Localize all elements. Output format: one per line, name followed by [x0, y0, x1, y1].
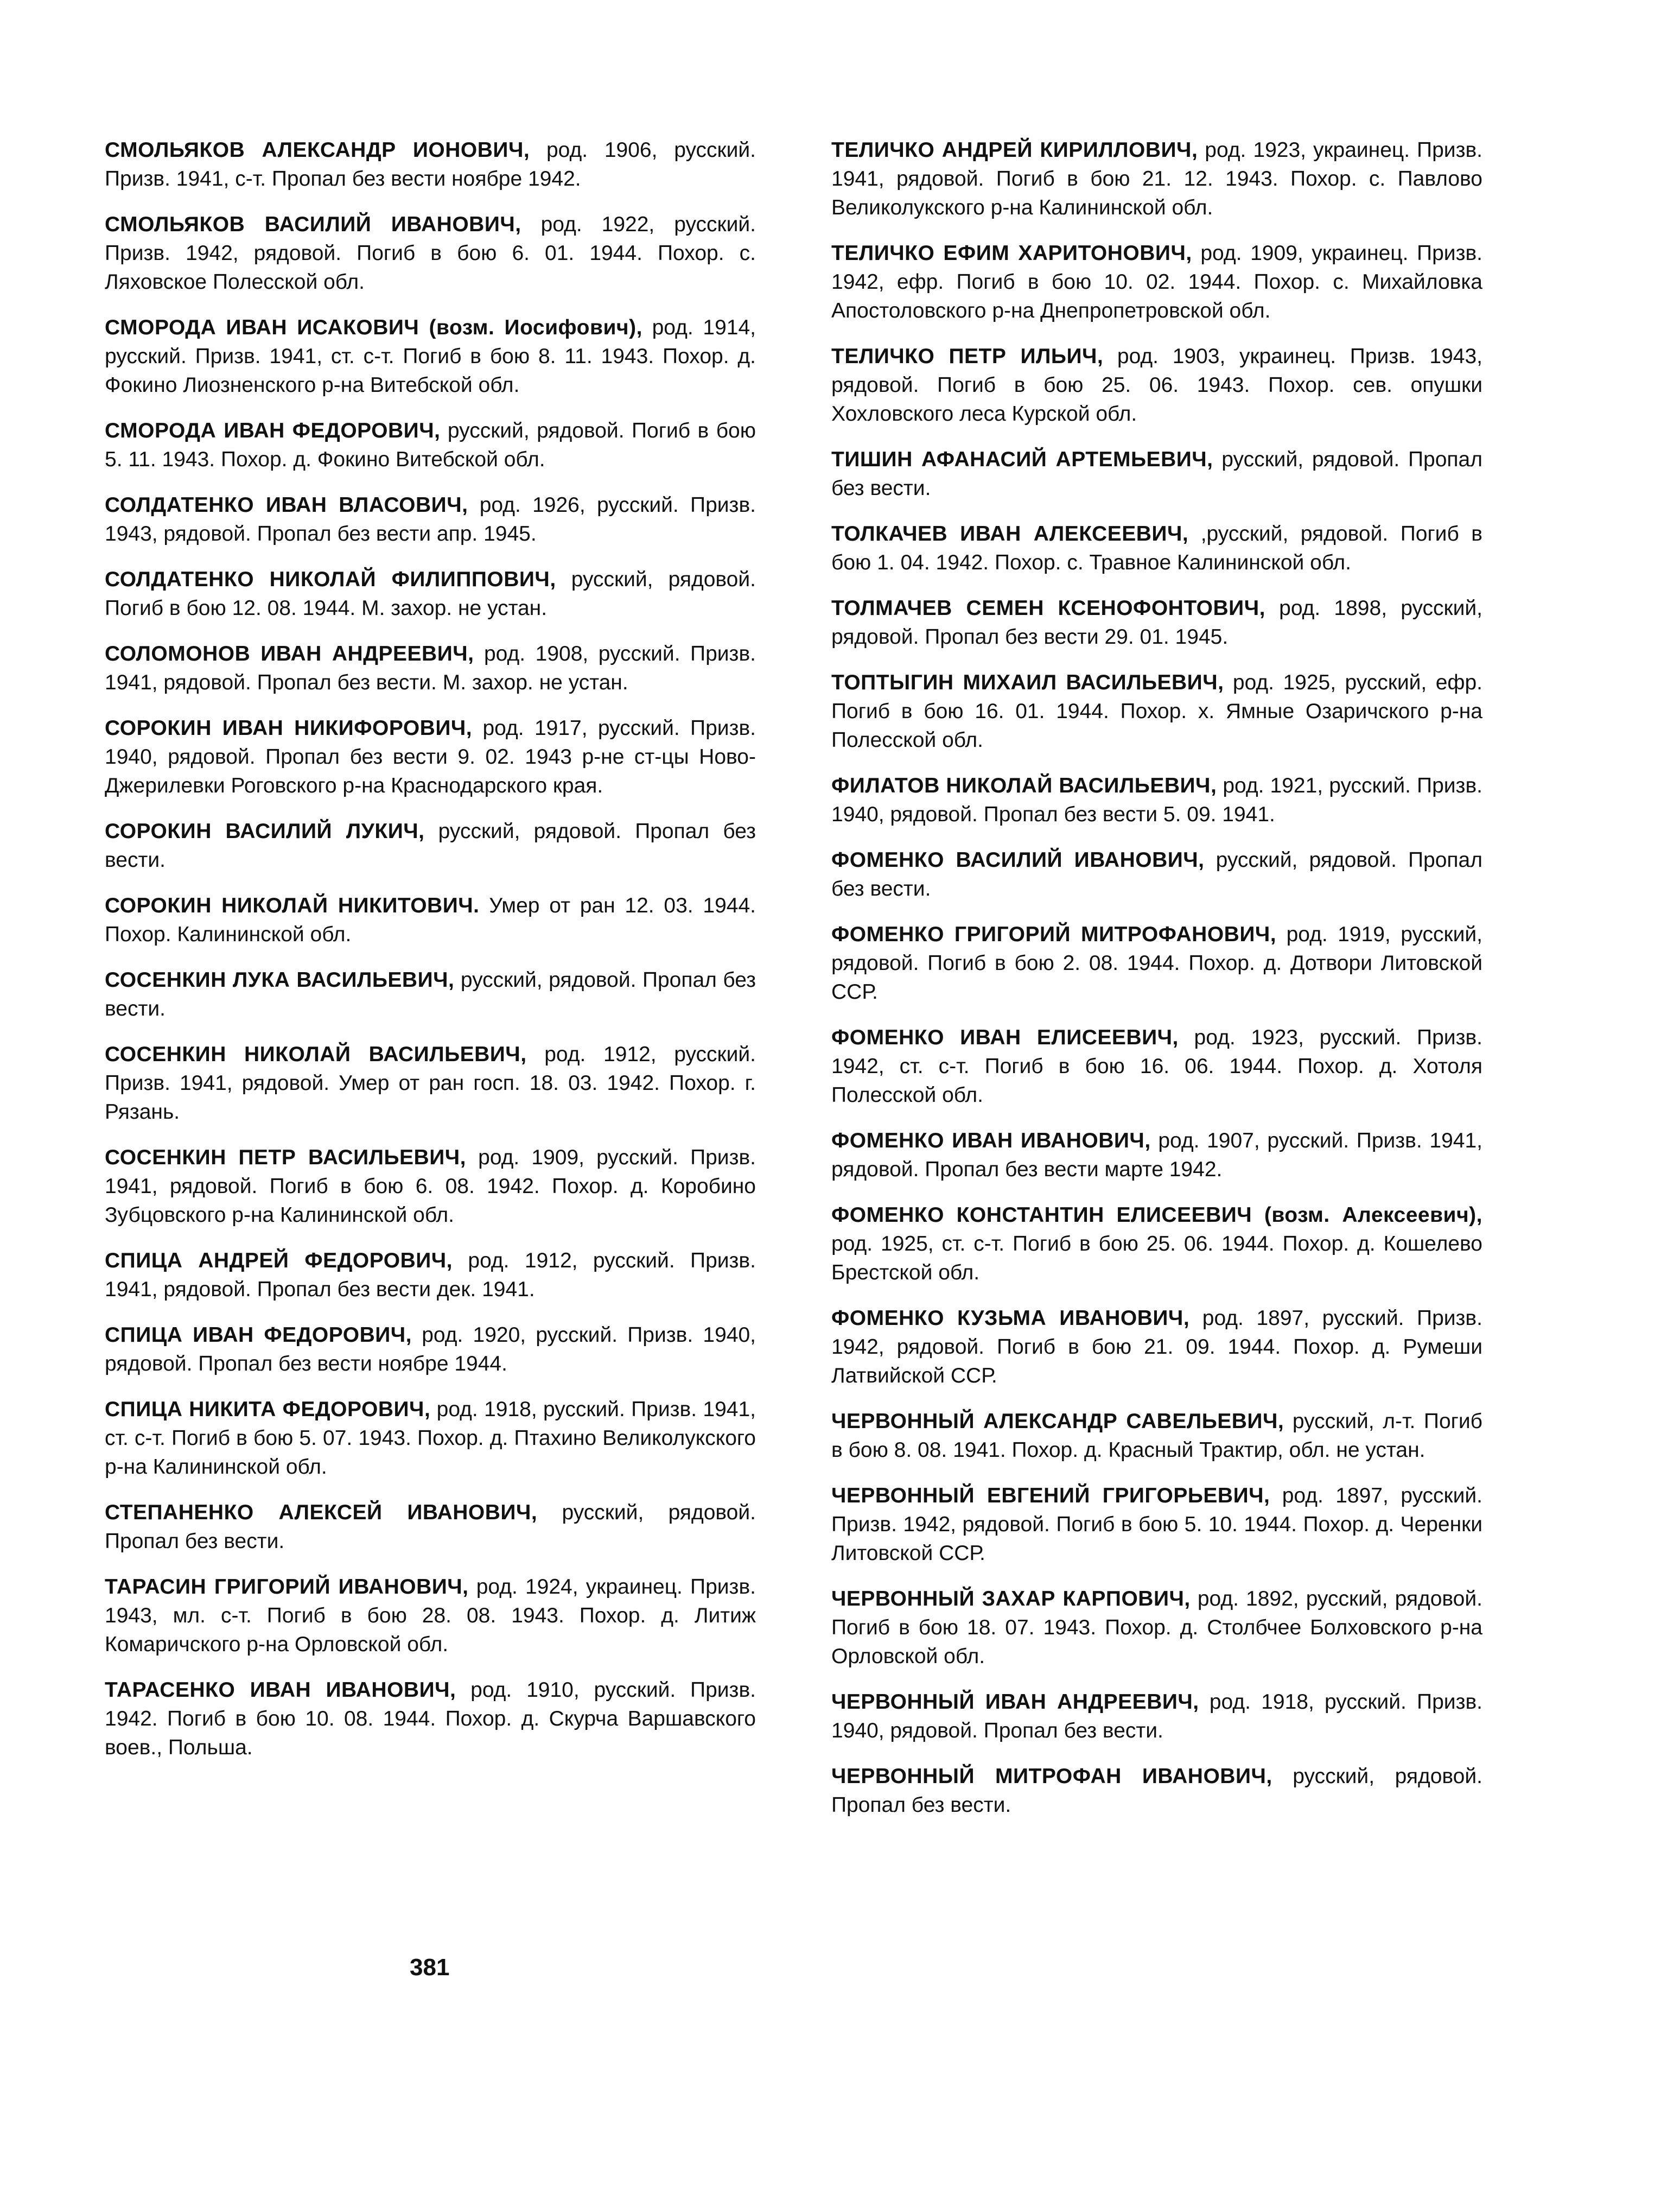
person-name: СПИЦА АНДРЕЙ ФЕДОРОВИЧ, — [105, 1249, 453, 1272]
person-name: ЧЕРВОННЫЙ ИВАН АНДРЕЕВИЧ, — [831, 1690, 1199, 1714]
person-name: СМОЛЬЯКОВ ВАСИЛИЙ ИВАНОВИЧ, — [105, 213, 521, 236]
record-entry — [831, 920, 1482, 1006]
record-entry — [831, 1762, 1482, 1819]
record-details: род. 1914, русский. Призв. 1941, ст. с-т. Погиб в бою 8. 11. 1943. Похор. д. Фокино Лиозненского р-на Витебской обл. — [105, 316, 756, 397]
record-details: род. 1924, украинец. Призв. 1943, мл. с-т. Погиб в бою 28. 08. 1943. Похор. д. Литиж Комаричского р-на Орловской обл. — [105, 1575, 756, 1656]
person-name: СОСЕНКИН НИКОЛАЙ ВАСИЛЬЕВИЧ, — [105, 1043, 527, 1066]
person-name: СМОРОДА ИВАН ФЕДОРОВИЧ, — [105, 419, 441, 442]
record-details: род. 1920, русский. Призв. 1940, рядовой. Пропал без вести ноябре 1944. — [105, 1323, 756, 1375]
record-details: род. 1898, русский, рядовой. Пропал без вести 29. 01. 1945. — [831, 597, 1482, 649]
record-entry — [105, 966, 756, 1023]
record-entry — [831, 846, 1482, 903]
record-entry — [831, 668, 1482, 754]
person-name: СОСЕНКИН ПЕТР ВАСИЛЬЕВИЧ, — [105, 1146, 466, 1169]
person-name: ТАРАСЕНКО ИВАН ИВАНОВИЧ, — [105, 1678, 456, 1702]
record-details: русский, рядовой. Пропал без вести. — [831, 1765, 1482, 1817]
person-name: ФОМЕНКО КУЗЬМА ИВАНОВИЧ, — [831, 1307, 1190, 1330]
record-entry — [831, 519, 1482, 577]
person-name: СОСЕНКИН ЛУКА ВАСИЛЬЕВИЧ, — [105, 968, 455, 992]
record-entry — [105, 1676, 756, 1762]
person-name: ФОМЕНКО ИВАН ИВАНОВИЧ, — [831, 1129, 1151, 1152]
person-name: ТАРАСИН ГРИГОРИЙ ИВАНОВИЧ, — [105, 1575, 469, 1599]
record-details: род. 1923, русский. Призв. 1942, ст. с-т. Погиб в бою 16. 06. 1944. Похор. д. Хотоля Полесской обл. — [831, 1026, 1482, 1107]
person-name: СОРОКИН ИВАН НИКИФОРОВИЧ, — [105, 716, 473, 740]
record-entry — [105, 1321, 756, 1378]
record-entry — [105, 491, 756, 548]
person-name: ТОЛКАЧЕВ ИВАН АЛЕКСЕЕВИЧ, — [831, 522, 1189, 546]
record-entry — [105, 891, 756, 949]
record-entry — [105, 1143, 756, 1229]
record-details: род. 1909, русский. Призв. 1941, рядовой. Погиб в бою 6. 08. 1942. Похор. д. Коробино Зубцовского р-на Калининской обл. — [105, 1146, 756, 1227]
record-entry — [105, 313, 756, 399]
left-column — [105, 136, 756, 1779]
person-name: СПИЦА НИКИТА ФЕДОРОВИЧ, — [105, 1398, 431, 1421]
record-entry — [105, 1498, 756, 1556]
person-name: ЧЕРВОННЫЙ ЗАХАР КАРПОВИЧ, — [831, 1587, 1191, 1610]
record-entry — [105, 639, 756, 697]
page-number: 381 — [410, 1954, 450, 1981]
record-entry — [831, 1126, 1482, 1184]
record-details: род. 1903, украинец. Призв. 1943, рядовой. Погиб в бою 25. 06. 1943. Похор. сев. опушки Хохловского леса Курской обл. — [831, 345, 1482, 426]
person-name: ФОМЕНКО ВАСИЛИЙ ИВАНОВИЧ, — [831, 848, 1205, 872]
record-entry — [831, 1201, 1482, 1287]
record-entry — [105, 1572, 756, 1659]
person-name: ФОМЕНКО ИВАН ЕЛИСЕЕВИЧ, — [831, 1026, 1179, 1049]
record-details: русский, рядовой. Пропал без вести. — [105, 968, 756, 1020]
record-details: род. 1910, русский. Призв. 1942. Погиб в бою 10. 08. 1944. Похор. д. Скурча Варшавского воев., Польша. — [105, 1678, 756, 1759]
person-name: ТОЛМАЧЕВ СЕМЕН КСЕНОФОНТОВИЧ, — [831, 597, 1265, 620]
record-entry — [105, 1040, 756, 1126]
person-name: ЧЕРВОННЫЙ АЛЕКСАНДР САВЕЛЬЕВИЧ, — [831, 1410, 1284, 1433]
record-details: род. 1897, русский. Призв. 1942, рядовой. Погиб в бою 21. 09. 1944. Похор. д. Румеши Латвийской ССР. — [831, 1307, 1482, 1387]
record-entry — [831, 771, 1482, 829]
record-details: русский, рядовой. Пропал без вести. — [831, 848, 1482, 900]
record-details: русский, рядовой. Пропал без вести. — [105, 1501, 756, 1553]
record-details: род. 1918, русский. Призв. 1940, рядовой. Пропал без вести. — [831, 1690, 1482, 1742]
person-name: СОЛДАТЕНКО ИВАН ВЛАСОВИЧ, — [105, 493, 468, 517]
person-name: ЧЕРВОННЫЙ ЕВГЕНИЙ ГРИГОРЬЕВИЧ, — [831, 1484, 1270, 1507]
record-entry — [105, 210, 756, 296]
record-details: род. 1918, русский. Призв. 1941, ст. с-т. Погиб в бою 5. 07. 1943. Похор. д. Птахино Великолукского р-на Калининской обл. — [105, 1398, 756, 1479]
right-column — [831, 136, 1482, 1836]
record-details: русский, рядовой. Пропал без вести. — [105, 820, 756, 872]
record-entry — [831, 445, 1482, 503]
record-details: род. 1925, русский, ефр. Погиб в бою 16. 01. 1944. Похор. х. Ямные Озаричского р-на Полесской обл. — [831, 671, 1482, 752]
record-entry — [105, 416, 756, 474]
record-entry — [831, 1304, 1482, 1390]
record-entry — [105, 714, 756, 800]
record-details: род. 1909, украинец. Призв. 1942, ефр. Погиб в бою 10. 02. 1944. Похор. с. Михайловка Апостоловского р-на Днепропетровской обл. — [831, 242, 1483, 322]
record-entry — [831, 1481, 1482, 1568]
person-name: СОРОКИН ВАСИЛИЙ ЛУКИЧ, — [105, 820, 425, 843]
record-entry — [831, 1407, 1482, 1464]
record-entry — [831, 1688, 1482, 1745]
record-entry — [831, 1584, 1482, 1671]
record-details: род. 1912, русский. Призв. 1941, рядовой. Умер от ран госп. 18. 03. 1942. Похор. г. Рязань. — [105, 1043, 756, 1124]
record-entry — [105, 565, 756, 623]
record-details: род. 1912, русский. Призв. 1941, рядовой. Пропал без вести дек. 1941. — [105, 1249, 756, 1301]
record-details: род. 1906, русский. Призв. 1941, с-т. Пропал без вести ноябре 1942. — [105, 138, 756, 191]
person-name: СМОРОДА ИВАН ИСАКОВИЧ (возм. Иосифович), — [105, 316, 642, 339]
record-details: русский, рядовой. Погиб в бою 12. 08. 1944. М. захор. не устан. — [105, 568, 756, 620]
record-entry — [831, 1023, 1482, 1109]
record-entry — [105, 817, 756, 874]
record-details: род. 1921, русский. Призв. 1940, рядовой. Пропал без вести 5. 09. 1941. — [831, 774, 1482, 826]
person-name: ТЕЛИЧКО ПЕТР ИЛЬИЧ, — [831, 345, 1104, 368]
record-details: Умер от ран 12. 03. 1944. Похор. Калининской обл. — [105, 894, 756, 946]
record-entry — [105, 136, 756, 193]
record-details: род. 1907, русский. Призв. 1941, рядовой. Пропал без вести марте 1942. — [831, 1129, 1482, 1181]
record-details: русский, рядовой. Пропал без вести. — [831, 448, 1482, 500]
record-details: род. 1919, русский, рядовой. Погиб в бою 2. 08. 1944. Похор. д. Дотвори Литовской ССР. — [831, 923, 1482, 1004]
record-entry — [831, 239, 1482, 325]
person-name: СПИЦА ИВАН ФЕДОРОВИЧ, — [105, 1323, 412, 1347]
record-details: род. 1923, украинец. Призв. 1941, рядовой. Погиб в бою 21. 12. 1943. Похор. с. Павлово Великолукского р-на Калининской обл. — [831, 138, 1483, 219]
person-name: СМОЛЬЯКОВ АЛЕКСАНДР ИОНОВИЧ, — [105, 138, 530, 162]
person-name: ФИЛАТОВ НИКОЛАЙ ВАСИЛЬЕВИЧ, — [831, 774, 1217, 797]
record-details: род. 1925, ст. с-т. Погиб в бою 25. 06. 1944. Похор. д. Кошелево Брестской обл. — [831, 1232, 1482, 1284]
record-details: ,русский, рядовой. Погиб в бою 1. 04. 1942. Похор. с. Травное Калининской обл. — [831, 522, 1483, 574]
person-name: ТЕЛИЧКО АНДРЕЙ КИРИЛЛОВИЧ, — [831, 138, 1198, 162]
record-details: род. 1926, русский. Призв. 1943, рядовой. Пропал без вести апр. 1945. — [105, 493, 756, 546]
record-entry — [831, 342, 1482, 428]
person-name: ТОПТЫГИН МИХАИЛ ВАСИЛЬЕВИЧ, — [831, 671, 1224, 694]
person-name: ФОМЕНКО КОНСТАНТИН ЕЛИСЕЕВИЧ (возм. Алексеевич), — [831, 1203, 1482, 1227]
record-details: русский, л-т. Погиб в бою 8. 08. 1941. Похор. д. Красный Трактир, обл. не устан. — [831, 1410, 1482, 1462]
record-entry — [105, 1246, 756, 1304]
person-name: ТИШИН АФАНАСИЙ АРТЕМЬЕВИЧ, — [831, 448, 1213, 471]
person-name: СОЛОМОНОВ ИВАН АНДРЕЕВИЧ, — [105, 642, 474, 665]
record-entry — [831, 594, 1482, 651]
record-details: русский, рядовой. Погиб в бою 5. 11. 1943. Похор. д. Фокино Витебской обл. — [105, 419, 756, 471]
person-name: ЧЕРВОННЫЙ МИТРОФАН ИВАНОВИЧ, — [831, 1765, 1272, 1788]
record-details: род. 1892, русский, рядовой. Погиб в бою 18. 07. 1943. Похор. д. Столбчее Болховского р-на Орловской обл. — [831, 1587, 1482, 1668]
person-name: СТЕПАНЕНКО АЛЕКСЕЙ ИВАНОВИЧ, — [105, 1501, 538, 1524]
record-entry — [105, 1395, 756, 1481]
record-entry — [831, 136, 1482, 222]
record-details: род. 1897, русский. Призв. 1942, рядовой. Погиб в бою 5. 10. 1944. Похор. д. Черенки Литовской ССР. — [831, 1484, 1482, 1565]
person-name: СОЛДАТЕНКО НИКОЛАЙ ФИЛИППОВИЧ, — [105, 568, 556, 591]
record-details: род. 1922, русский. Призв. 1942, рядовой. Погиб в бою 6. 01. 1944. Похор. с. Ляховское Полесской обл. — [105, 213, 756, 294]
person-name: ФОМЕНКО ГРИГОРИЙ МИТРОФАНОВИЧ, — [831, 923, 1277, 946]
person-name: ТЕЛИЧКО ЕФИМ ХАРИТОНОВИЧ, — [831, 242, 1192, 265]
record-details: род. 1908, русский. Призв. 1941, рядовой. Пропал без вести. М. захор. не устан. — [105, 642, 756, 694]
record-details: род. 1917, русский. Призв. 1940, рядовой. Пропал без вести 9. 02. 1943 р-не ст-цы Ново-Джерилевки Роговского р-на Краснодарского края. — [105, 716, 756, 797]
person-name: СОРОКИН НИКОЛАЙ НИКИТОВИЧ. — [105, 894, 480, 917]
